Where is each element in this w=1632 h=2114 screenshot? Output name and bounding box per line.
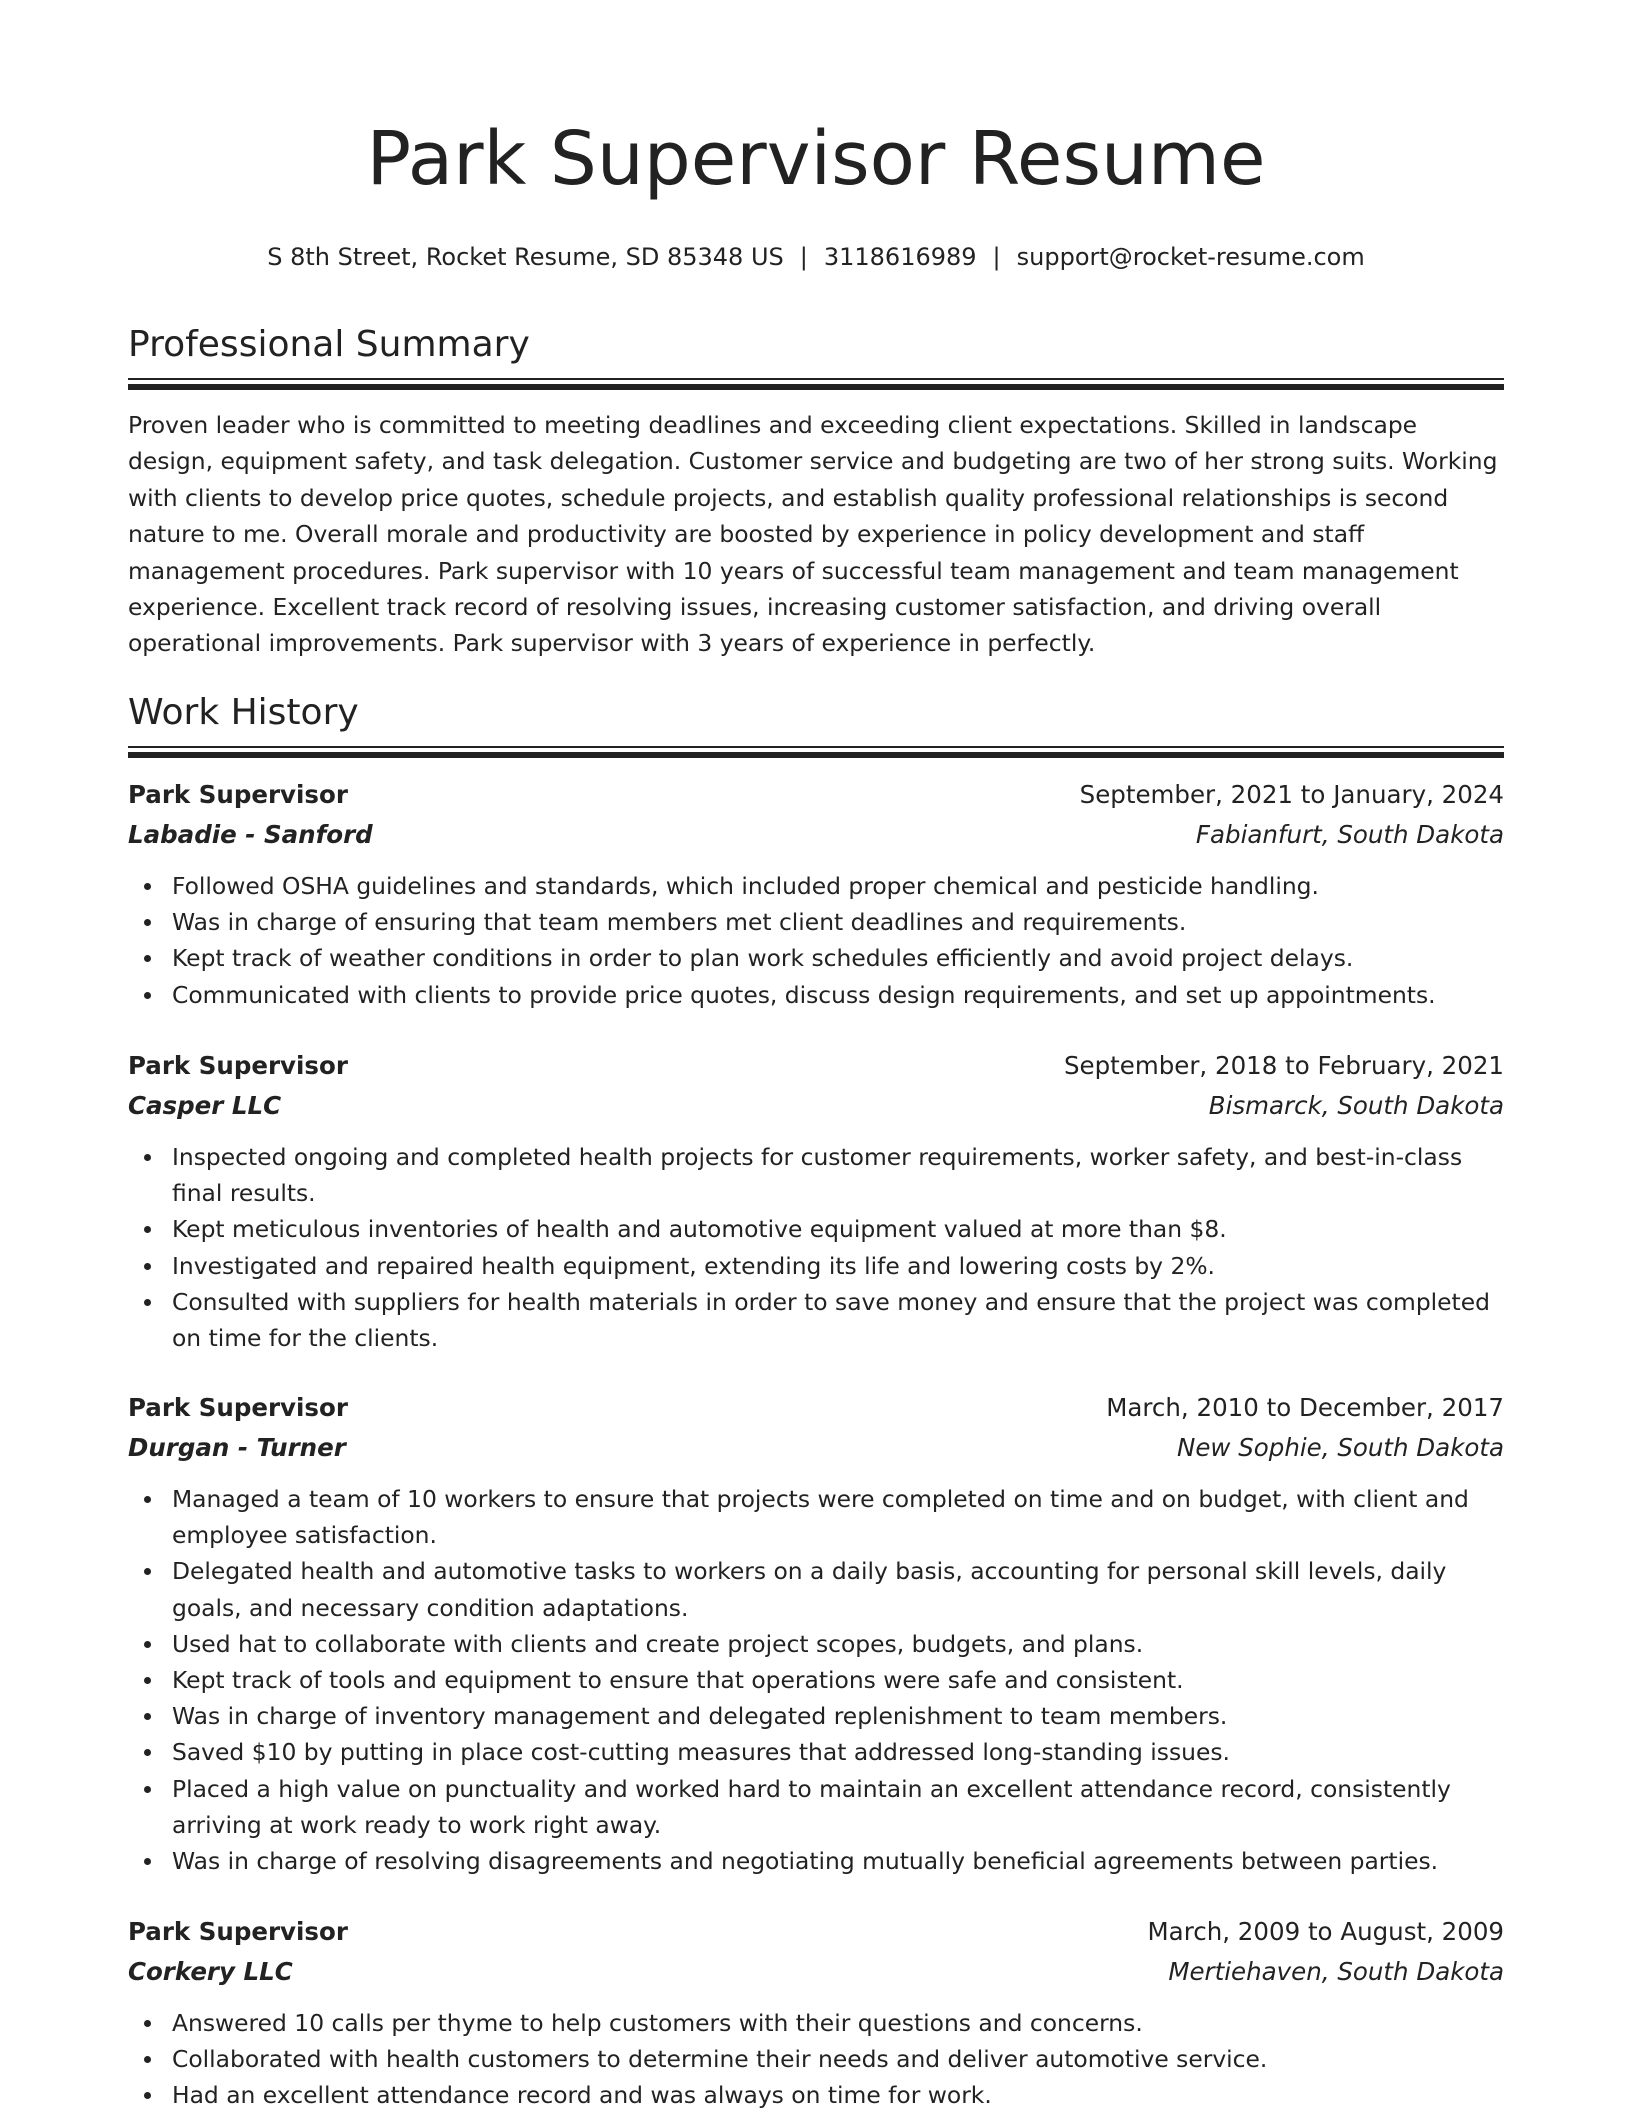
contact-line bbox=[128, 240, 1504, 274]
contact-separator: | bbox=[992, 243, 1001, 271]
contact-separator: | bbox=[799, 243, 808, 271]
job-bullet-list bbox=[128, 1481, 1504, 1879]
job-title: Park Supervisor bbox=[128, 1051, 348, 1080]
job-title: Park Supervisor bbox=[128, 1917, 348, 1946]
section-divider bbox=[128, 746, 1504, 758]
work-history-heading: Work History bbox=[128, 692, 359, 733]
job-entry bbox=[128, 1046, 1504, 1356]
job-bullet: Collaborated with health customers to determine their needs and deliver automotive service. bbox=[128, 2041, 1504, 2077]
job-dates: September, 2021 to January, 2024 bbox=[1079, 780, 1504, 809]
job-bullet: Delegated health and automotive tasks to workers on a daily basis, accounting for personal skill levels, daily goals, and necessary condition adaptations. bbox=[128, 1553, 1504, 1625]
summary-heading: Professional Summary bbox=[128, 324, 530, 365]
job-location: Mertiehaven, South Dakota bbox=[1168, 1957, 1504, 1986]
divider-thick-line bbox=[128, 384, 1504, 390]
section-divider bbox=[128, 378, 1504, 390]
job-bullet: Was in charge of inventory management and delegated replenishment to team members. bbox=[128, 1698, 1504, 1734]
job-bullet: Kept meticulous inventories of health and automotive equipment valued at more than $8. bbox=[128, 1211, 1504, 1247]
contact-email: support@rocket-resume.com bbox=[1016, 243, 1365, 271]
job-bullet: Communicated with clients to provide price quotes, discuss design requirements, and set up appointments. bbox=[128, 977, 1504, 1013]
job-bullet: Used hat to collaborate with clients and create project scopes, budgets, and plans. bbox=[128, 1626, 1504, 1662]
job-bullet: Placed a high value on punctuality and worked hard to maintain an excellent attendance record, consistently arriving at work ready to work right away. bbox=[128, 1771, 1504, 1843]
job-bullet: Managed a team of 10 workers to ensure that projects were completed on time and on budget, with client and employee satisfaction. bbox=[128, 1481, 1504, 1553]
job-company: Durgan - Turner bbox=[128, 1433, 346, 1462]
job-header-row bbox=[128, 1046, 1504, 1086]
contact-address: S 8th Street, Rocket Resume, SD 85348 US bbox=[267, 243, 784, 271]
job-bullet: Followed OSHA guidelines and standards, which included proper chemical and pesticide handling. bbox=[128, 868, 1504, 904]
job-entry bbox=[128, 1912, 1504, 2114]
job-bullet: Inspected ongoing and completed health projects for customer requirements, worker safety, and best-in-class final results. bbox=[128, 1139, 1504, 1211]
divider-thin-line bbox=[128, 746, 1504, 748]
job-bullet: Consulted with suppliers for health materials in order to save money and ensure that the project was completed on time for the clients. bbox=[128, 1284, 1504, 1356]
job-bullet: Investigated and repaired health equipment, extending its life and lowering costs by 2%. bbox=[128, 1248, 1504, 1284]
job-title: Park Supervisor bbox=[128, 1393, 348, 1422]
job-bullet-list bbox=[128, 2005, 1504, 2114]
job-location: Fabianfurt, South Dakota bbox=[1195, 820, 1504, 849]
job-header-row bbox=[128, 775, 1504, 815]
job-dates: March, 2010 to December, 2017 bbox=[1106, 1393, 1504, 1422]
job-bullet-list bbox=[128, 868, 1504, 1013]
job-location: New Sophie, South Dakota bbox=[1177, 1433, 1504, 1462]
job-subheader-row bbox=[128, 1952, 1504, 1992]
page-title: Park Supervisor Resume bbox=[366, 116, 1266, 202]
job-bullet: Had an excellent attendance record and was always on time for work. bbox=[128, 2077, 1504, 2113]
job-subheader-row bbox=[128, 815, 1504, 855]
divider-thick-line bbox=[128, 752, 1504, 758]
job-header-row bbox=[128, 1388, 1504, 1428]
divider-thin-line bbox=[128, 378, 1504, 380]
job-header-row bbox=[128, 1912, 1504, 1952]
job-subheader-row bbox=[128, 1086, 1504, 1126]
summary-text: Proven leader who is committed to meeting deadlines and exceeding client expectations. Skilled in landscape design, equipment safety, and task delegation. Customer service and budgeting are two of her strong suits. Working with clients to develop price quotes, schedule projects, and establish quality professional relationships is second nature to me. Overall morale and productivity are boosted by experience in policy development and staff management procedures. Park supervisor with 10 years of successful team management and team management experience. Excellent track record of resolving issues, increasing customer satisfaction, and driving overall operational improvements. Park supervisor with 3 years of experience in perfectly. bbox=[128, 411, 1498, 658]
job-bullet: Was in charge of ensuring that team members met client deadlines and requirements. bbox=[128, 904, 1504, 940]
job-bullet: Kept track of tools and equipment to ensure that operations were safe and consistent. bbox=[128, 1662, 1504, 1698]
contact-phone: 3118616989 bbox=[823, 243, 977, 271]
job-company: Labadie - Sanford bbox=[128, 820, 373, 849]
job-bullet: Answered 10 calls per thyme to help customers with their questions and concerns. bbox=[128, 2005, 1504, 2041]
job-entry bbox=[128, 775, 1504, 1013]
job-bullet: Saved $10 by putting in place cost-cutting measures that addressed long-standing issues. bbox=[128, 1734, 1504, 1770]
job-company: Corkery LLC bbox=[128, 1957, 293, 1986]
job-dates: March, 2009 to August, 2009 bbox=[1147, 1917, 1504, 1946]
job-entry bbox=[128, 1388, 1504, 1879]
job-bullet: Was in charge of resolving disagreements and negotiating mutually beneficial agreements between parties. bbox=[128, 1843, 1504, 1879]
job-location: Bismarck, South Dakota bbox=[1208, 1091, 1504, 1120]
job-subheader-row bbox=[128, 1428, 1504, 1468]
job-dates: September, 2018 to February, 2021 bbox=[1063, 1051, 1504, 1080]
job-bullet-list bbox=[128, 1139, 1504, 1356]
job-title: Park Supervisor bbox=[128, 780, 348, 809]
job-company: Casper LLC bbox=[128, 1091, 282, 1120]
job-bullet: Kept track of weather conditions in order to plan work schedules efficiently and avoid project delays. bbox=[128, 940, 1504, 976]
